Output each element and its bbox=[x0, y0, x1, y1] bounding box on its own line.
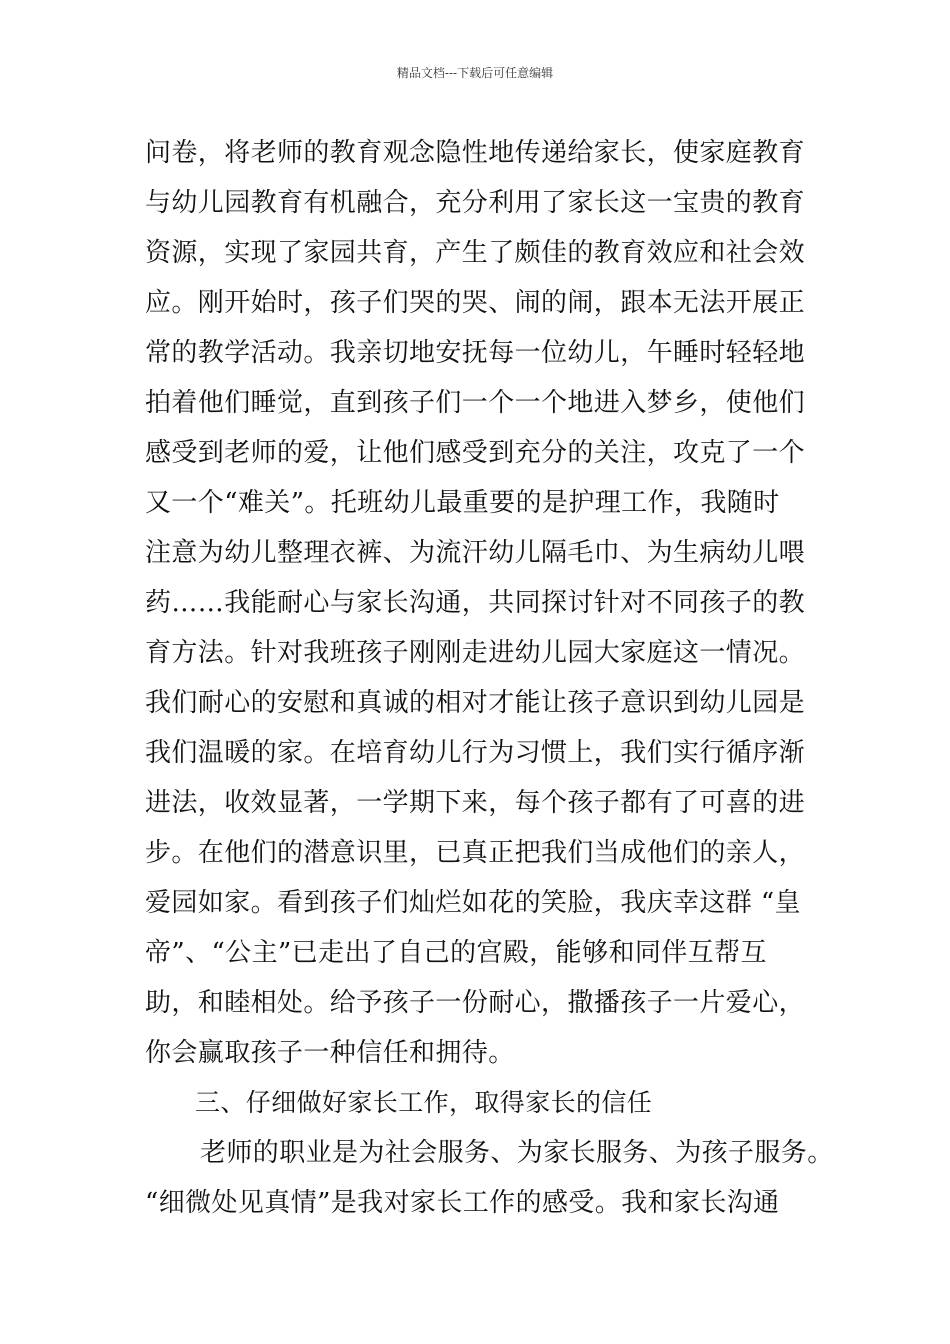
paragraph-line: 感受到老师的爱，让他们感受到充分的关注，攻克了一个 bbox=[145, 438, 806, 468]
paragraph-line: 步。在他们的潜意识里，已真正把我们当成他们的亲人， bbox=[145, 838, 806, 868]
paragraph-line: 应。刚开始时，孩子们哭的哭、闹的闹，跟本无法开展正 bbox=[145, 288, 806, 318]
paragraph-line: 与幼儿园教育有机融合，充分利用了家长这一宝贵的教育 bbox=[145, 188, 806, 218]
paragraph-line: 又一个“难关”。托班幼儿最重要的是护理工作，我随时 bbox=[145, 488, 780, 518]
paragraph-line: 资源，实现了家园共育，产生了颇佳的教育效应和社会效 bbox=[145, 238, 806, 268]
paragraph-line: 帝”、“公主”已走出了自己的宫殿，能够和同伴互帮互 bbox=[145, 938, 767, 968]
paragraph-line: 助，和睦相处。给予孩子一份耐心，撒播孩子一片爱心， bbox=[145, 988, 806, 1018]
paragraph-line: 我们耐心的安慰和真诚的相对才能让孩子意识到幼儿园是 bbox=[145, 688, 806, 718]
paragraph-line: 注意为幼儿整理衣裤、为流汗幼儿隔毛巾、为生病幼儿喂 bbox=[145, 538, 806, 568]
paragraph-line: 拍着他们睡觉，直到孩子们一个一个地进入梦乡，使他们 bbox=[145, 388, 806, 418]
paragraph-line: 常的教学活动。我亲切地安抚每一位幼儿，午睡时轻轻地 bbox=[145, 338, 806, 368]
paragraph-line: 育方法。针对我班孩子刚刚走进幼儿园大家庭这一情况。 bbox=[145, 638, 806, 668]
paragraph-line: 问卷，将老师的教育观念隐性地传递给家长，使家庭教育 bbox=[145, 138, 806, 168]
paragraph-line: 爱园如家。看到孩子们灿烂如花的笑脸，我庆幸这群 “皇 bbox=[145, 888, 801, 918]
paragraph-line: 老师的职业是为社会服务、为家长服务、为孩子服务。 bbox=[200, 1138, 834, 1168]
document-body bbox=[145, 128, 834, 1228]
paragraph-line: 我们温暖的家。在培育幼儿行为习惯上，我们实行循序渐 bbox=[145, 738, 806, 768]
paragraph-line: 进法，收效显著，一学期下来，每个孩子都有了可喜的进 bbox=[145, 788, 806, 818]
paragraph-line: “细微处见真情”是我对家长工作的感受。我和家长沟通 bbox=[145, 1188, 780, 1218]
section-heading: 三、仔细做好家长工作，取得家长的信任 bbox=[195, 1088, 653, 1117]
paragraph-line: 药……我能耐心与家长沟通，共同探讨针对不同孩子的教 bbox=[145, 588, 806, 618]
paragraph-line: 你会赢取孩子一种信任和拥待。 bbox=[145, 1038, 515, 1068]
page-header: 精品文档---下载后可任意编辑 bbox=[396, 66, 554, 80]
